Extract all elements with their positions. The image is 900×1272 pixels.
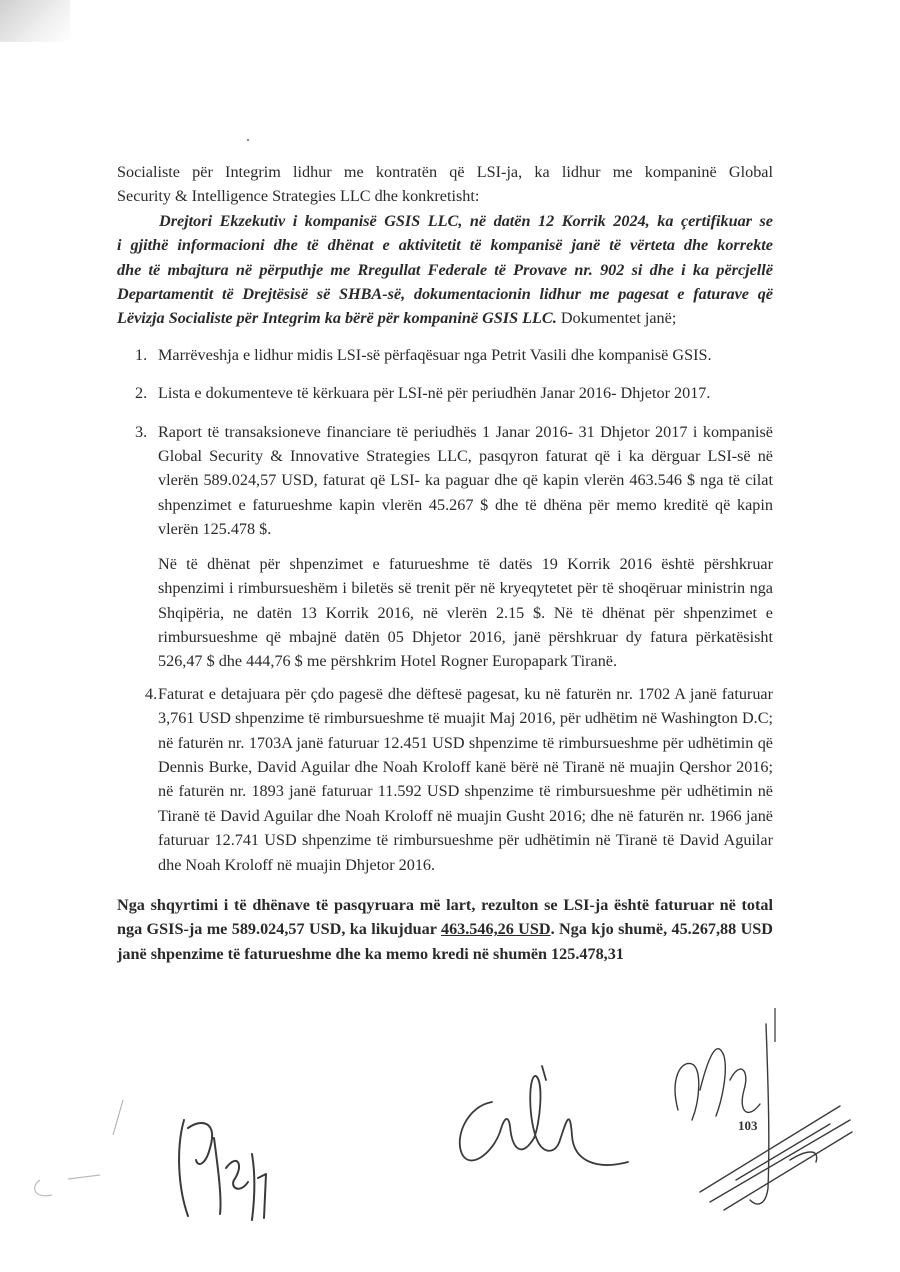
signature-middle bbox=[448, 1062, 638, 1182]
list-item bbox=[117, 420, 773, 542]
list-item-number: 2. bbox=[135, 384, 148, 403]
faint-margin-mark bbox=[28, 1095, 128, 1205]
scan-speck bbox=[247, 139, 249, 141]
conclusion-part-2: . Nga kjo shumë, 45.267,88 USD janë shpenzime të faturueshme dhe ka memo kredi në shumën 125.478,31 bbox=[117, 920, 773, 963]
list-item-number: 1. bbox=[135, 345, 148, 364]
paragraph-2-documents-intro: Dokumentet janë; bbox=[556, 309, 677, 328]
list-item bbox=[117, 343, 773, 367]
paragraph-2-line-3: dhe të mbajtura në përputhje me Rregullat Federale të Provave nr. 902 si dhe i ka përcjellë bbox=[117, 260, 773, 279]
list-item bbox=[117, 381, 773, 405]
paragraph-1-line-2: Security & Intelligence Strategies LLC dhe konkretisht: bbox=[117, 187, 480, 206]
page-number: 103 bbox=[738, 1118, 758, 1133]
conclusion-underlined-amount: 463.546,26 USD bbox=[440, 920, 551, 939]
signature-left bbox=[170, 1108, 290, 1228]
list-item-text: Faturat e detajuara për çdo pagesë dhe dëftesë pagesat, ku në faturën nr. 1702 A janë faturuar 3,761 USD shpenzime të rimbursueshme të muajit Maj 2016, për udhëtim në Washington D.C; në faturën nr. 1703A janë faturuar 12.451 USD shpenzime të rimbursueshme për udhëtimin që Dennis Burke, David Aguilar dhe Noah Kroloff kanë bërë në Tiranë në muajin Qershor 2016; në faturën nr. 1893 janë faturuar 11.592 USD shpenzime të rimbursueshme për udhëtimin në Tiranë të David Aguilar dhe Noah Kroloff në muajin Gusht 2016; dhe në faturën nr. 1966 janë faturuar 12.741 USD shpenzime të rimbursueshme për udhëtimin në Tiranë të David Aguilar dhe Noah Kroloff në muajin Dhjetor 2016. bbox=[158, 684, 773, 874]
list-item-number: 3. bbox=[135, 422, 148, 441]
list-item bbox=[117, 682, 773, 877]
paragraph-2-line-5 bbox=[117, 306, 773, 330]
list-item-text: Lista e dokumenteve të kërkuara për LSI-në për periudhën Janar 2016- Dhjetor 2017. bbox=[158, 384, 711, 403]
documents-list bbox=[117, 343, 773, 877]
paragraph-1-line-1: Socialiste për Integrim lidhur me kontratën që LSI-ja, ka lidhur me kompaninë Global bbox=[117, 163, 773, 181]
conclusion-paragraph bbox=[117, 893, 773, 966]
list-item-text: Marrëveshja e lidhur midis LSI-së përfaqësuar nga Petrit Vasili dhe kompanisë GSIS. bbox=[158, 345, 712, 364]
paragraph-2-line-4: Departamentit të Drejtësisë së SHBA-së, dokumentacionin lidhur me pagesat e faturave që bbox=[117, 285, 773, 304]
paragraph-2-italic-tail: Lëvizja Socialiste për Integrim ka bërë për kompaninë GSIS LLC. bbox=[117, 309, 557, 328]
paragraph-2-line-2: i gjithë informacioni dhe të dhënat e aktivitetit të kompanisë janë të vërteta dhe korrekte bbox=[117, 236, 773, 255]
paragraph-2-line-1: Drejtori Ekzekutiv i kompanisë GSIS LLC, në datën 12 Korrik 2024, ka çertifikuar se bbox=[159, 211, 773, 230]
document-body bbox=[117, 160, 773, 982]
list-item-number: 4. bbox=[145, 684, 158, 703]
conclusion-part-1: Nga shqyrtimi i të dhënave të pasqyruara më lart, rezulton se LSI-ja është faturuar në total nga GSIS-ja me 589.024,57 USD, ka likujduar bbox=[117, 895, 773, 939]
list-item-text: Raport të transaksioneve financiare të periudhës 1 Janar 2016- 31 Dhjetor 2017 i kompanisë Global Security & Innovative Strategies LLC, pasqyron faturat që i ka dërguar LSI-së në vlerën 589.024,57 USD, faturat që LSI- ka paguar dhe që kapin vlerën 463.546 $ nga të cilat shpenzimet e faturueshme kapin vlerën 45.267 $ dhe të dhëna për memo kreditë që kapin vlerën 125.478 $. bbox=[158, 422, 773, 539]
list-item-3-subparagraph: Në të dhënat për shpenzimet e faturueshme të datës 19 Korrik 2016 është përshkruar shpenzimi i rimbursueshëm i biletës së trenit për në kryeqytetet për të shoqëruar ministrin nga Shqipëria, ne datën 13 Korrik 2016, në vlerën 2.15 $. Në të dhënat për shpenzimet e rimbursueshme që mbajnë datën 05 Dhjetor 2016, janë përshkruar dy fatura përkatësisht 526,47 $ dhe 444,76 $ me përshkrim Hotel Rogner Europapark Tiranë. bbox=[158, 554, 773, 671]
scan-corner-artifact bbox=[0, 0, 70, 42]
